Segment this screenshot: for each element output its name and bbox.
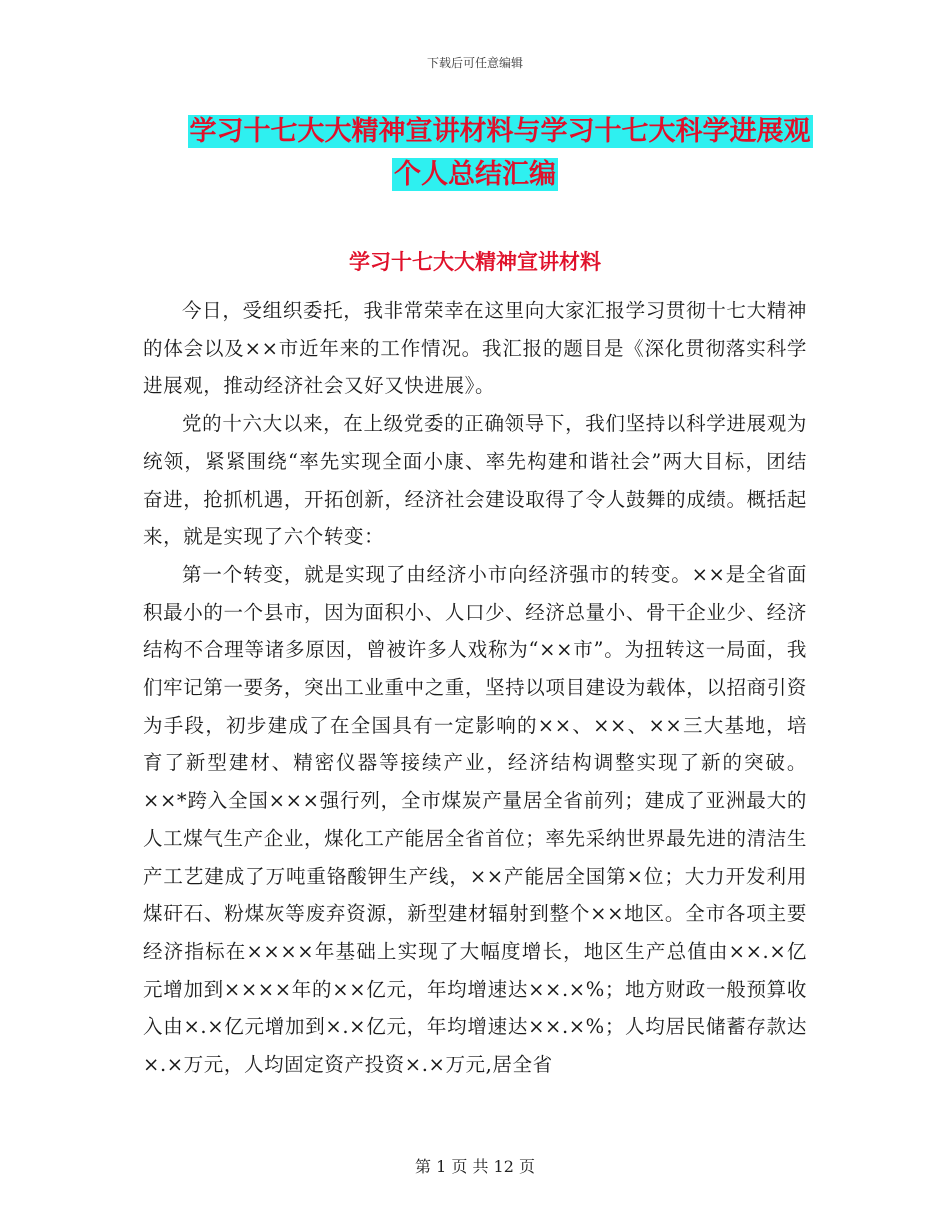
document-title-line-2: 个人总结汇编 [394, 159, 556, 190]
paragraph-2: 党的十六大以来，在上级党委的正确领导下，我们坚持以科学进展观为统领，紧紧围绕“率先实现全面小康、率先构建和谐社会”两大目标，团结奋进，抢抓机遇，开拓创新，经济社会建设取得了令人鼓舞的成绩。概括起来，就是实现了六个转变： [143, 412, 807, 549]
paragraph-1: 今日，受组织委托，我非常荣幸在这里向大家汇报学习贯彻十七大精神的体会以及××市近年来的工作情况。我汇报的题目是《深化贯彻落实科学进展观，推动经济社会又好又快进展》。 [143, 299, 807, 398]
header-note: 下载后可任意编辑 [426, 56, 523, 70]
document-body [143, 292, 807, 1084]
document-title [0, 110, 950, 196]
document-title-line-1: 学习十七大大精神宣讲材料与学习十七大科学进展观 [189, 116, 811, 147]
page-number: 第 1 页 共 12 页 [415, 1157, 535, 1176]
section-title: 学习十七大大精神宣讲材料 [349, 250, 601, 274]
paragraph-3: 第一个转变，就是实现了由经济小市向经济强市的转变。××是全省面积最小的一个县市，因为面积小、人口少、经济总量小、骨干企业少、经济结构不合理等诸多原因，曾被许多人戏称为“××市”。为扭转这一局面，我们牢记第一要务，突出工业重中之重，坚持以项目建设为载体，以招商引资为手段，初步建成了在全国具有一定影响的××、××、××三大基地，培育了新型建材、精密仪器等接续产业，经济结构调整实现了新的突破。××*跨入全国×××强行列，全市煤炭产量居全省前列；建成了亚洲最大的人工煤气生产企业，煤化工产能居全省首位；率先采纳世界最先进的清洁生产工艺建成了万吨重铬酸钾生产线，××产能居全国第×位；大力开发利用煤矸石、粉煤灰等废弃资源，新型建材辐射到整个××地区。全市各项主要经济指标在××××年基础上实现了大幅度增长，地区生产总值由××.×亿元增加到××××年的××亿元，年均增速达××.×%；地方财政一般预算收入由×.×亿元增加到×.×亿元，年均增速达××.×%；人均居民储蓄存款达×.×万元，人均固定资产投资×.×万元,居全省 [143, 562, 807, 1077]
